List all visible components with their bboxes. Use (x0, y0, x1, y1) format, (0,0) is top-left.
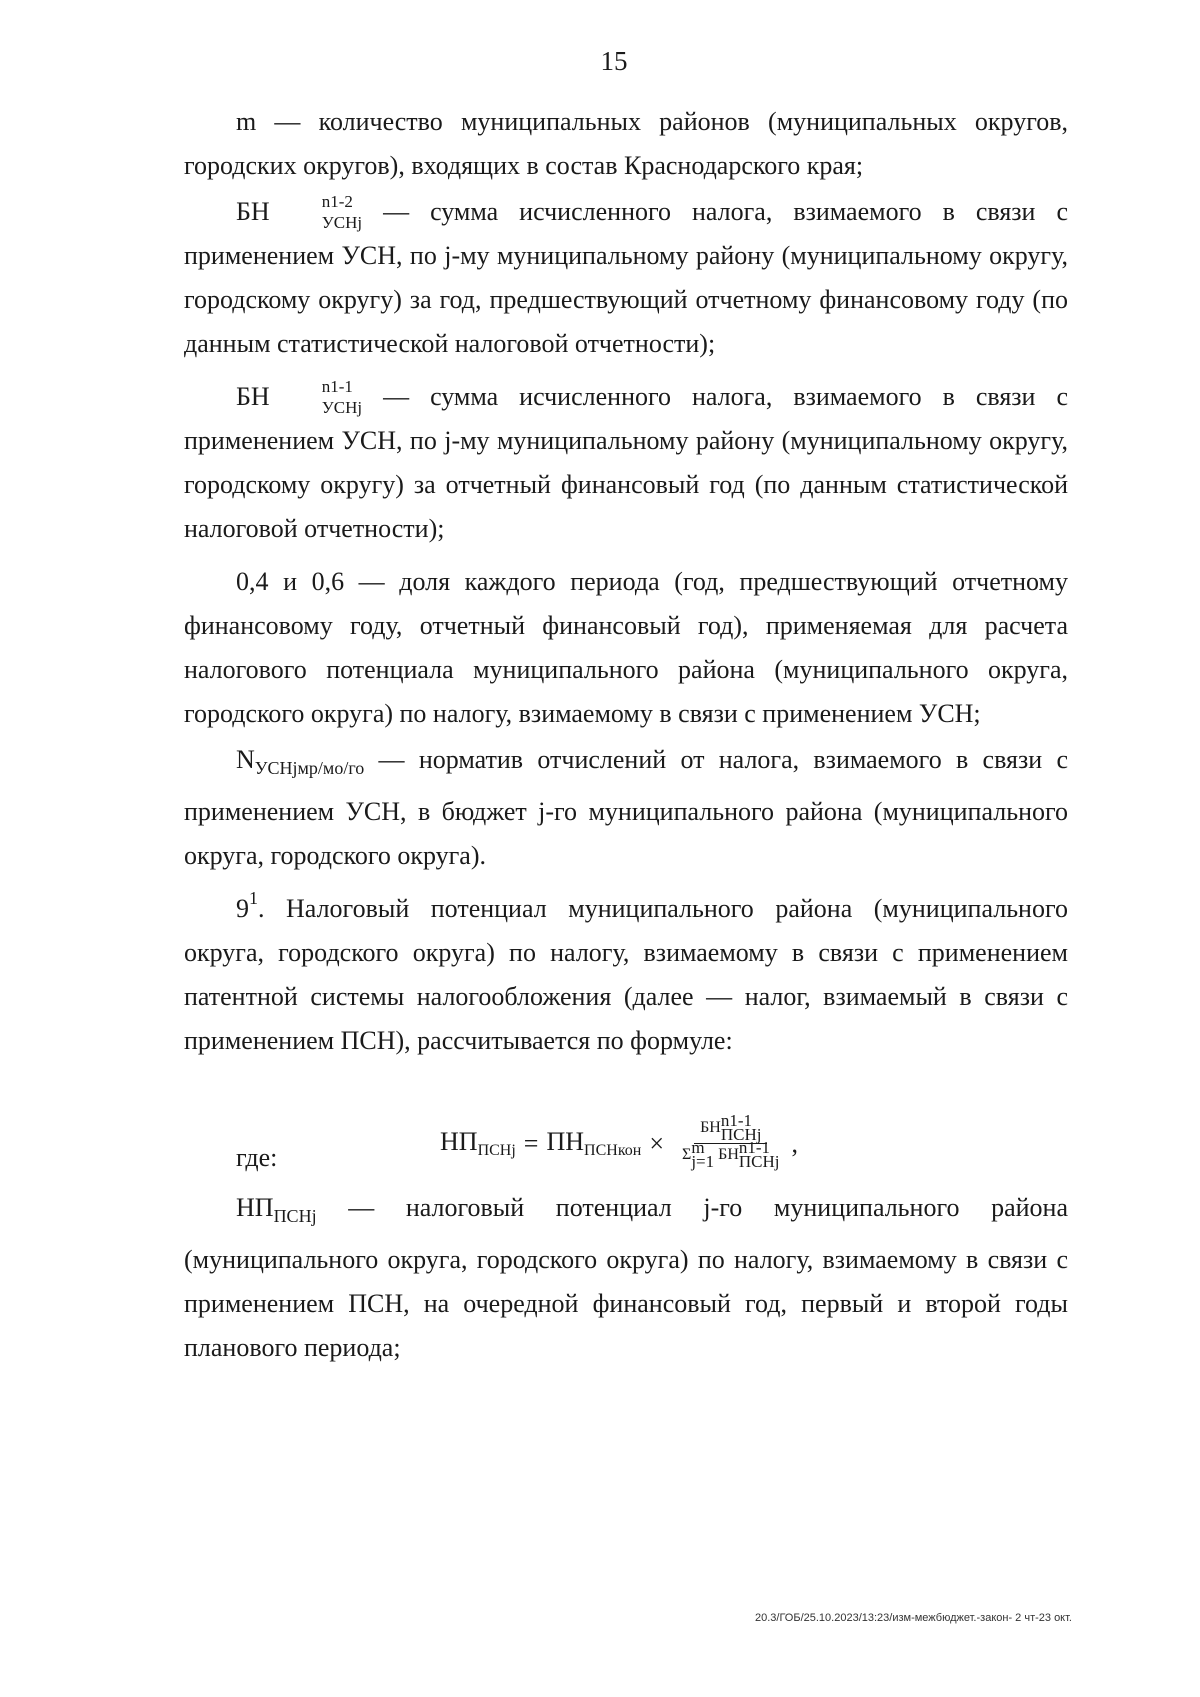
term-symbol: БН (236, 382, 270, 411)
paragraph-np-psn-definition (184, 1186, 1068, 1370)
clause-superscript: 1 (249, 888, 258, 908)
term-symbol: N (236, 745, 255, 774)
paragraph-m-definition: m — количество муниципальных районов (муниципальных округов, городских округов), входящих в состав Краснодарского края; (184, 107, 1068, 180)
clause-number: 9 (236, 894, 249, 923)
term-bn-usn-n1-1 (236, 377, 363, 417)
paragraph-text: . Налоговый потенциал муниципального района (муниципального округа, городского округа) по налогу, взимаемому в связи с применением патентной системы налогообложения (далее — налог, взимаемый в связи с применением ПСН), рассчитывается по формуле: (184, 894, 1068, 1055)
formula-pn: ПНПСНкон (546, 1126, 642, 1159)
where-label: где: (236, 1143, 278, 1172)
paragraph-text: — налоговый потенциал j-го муниципального района (муниципального округа, городского округа) по налогу, взимаемому в связи с применением ПСН, на очередной финансовый год, первый и второй годы планового периода; (184, 1193, 1069, 1362)
term-subscript: УСНj (321, 398, 363, 417)
paragraph-text: — сумма исчисленного налога, взимаемого в связи с применением УСН, по j-му муниципальному району (муниципальному округу, городскому округу) за год, предшествующий отчетному финансовому году (по данным статистической налоговой отчетности); (184, 197, 1068, 358)
term-subscript: УСНj (321, 213, 363, 232)
formula-times: × (649, 1128, 665, 1158)
term-superscript: n1-1 (321, 377, 353, 396)
term-bn-usn-n1-2 (236, 192, 363, 232)
term-np-psn (236, 1193, 317, 1226)
term-superscript: n1-2 (321, 192, 353, 211)
paragraph-text: — норматив отчислений от налога, взимаемого в связи с применением УСН, в бюджет j-го муниципального района (муниципального округа, городского округа). (184, 745, 1069, 870)
formula-denominator: Σ m j=1 БН n1-1 ПСНj (682, 1138, 780, 1171)
formula-comma: , (791, 1128, 799, 1158)
formula-numerator: БН n1-1 ПСНj (694, 1120, 767, 1144)
term-symbol: НП (236, 1193, 274, 1222)
formula-equals: = (523, 1128, 539, 1158)
term-symbol: БН (236, 197, 270, 226)
paragraph-bn-usn-n1-1 (184, 375, 1068, 551)
term-subscript: ПСНj (273, 1206, 317, 1226)
paragraph-text: — сумма исчисленного налога, взимаемого в связи с применением УСН, по j-му муниципальному району (муниципальному округу, городскому округу) за отчетный финансовый год (по данным статистической налоговой отчетности); (184, 382, 1068, 543)
paragraph-n-usn (184, 738, 1068, 878)
paragraph-9-1 (184, 876, 1068, 1063)
formula-lhs: НППСНj (440, 1126, 516, 1159)
term-n-usn (236, 745, 365, 778)
paragraph-period-shares: 0,4 и 0,6 — доля каждого периода (год, предшествующий отчетному финансовому году, отчетный финансовый год), применяемая для расчета налогового потенциала муниципального района (муниципального округа, городского округа) по налогу, взимаемому в связи с применением УСН; (184, 567, 1068, 728)
footer-document-id: 20.3/ГОБ/25.10.2023/13:23/изм-межбюджет.-закон- 2 чт-23 окт. (755, 1612, 1072, 1624)
paragraph-bn-usn-n1-2 (184, 190, 1068, 366)
term-subscript: УСНjмр/мо/го (254, 758, 365, 778)
page-number: 15 (600, 46, 628, 76)
